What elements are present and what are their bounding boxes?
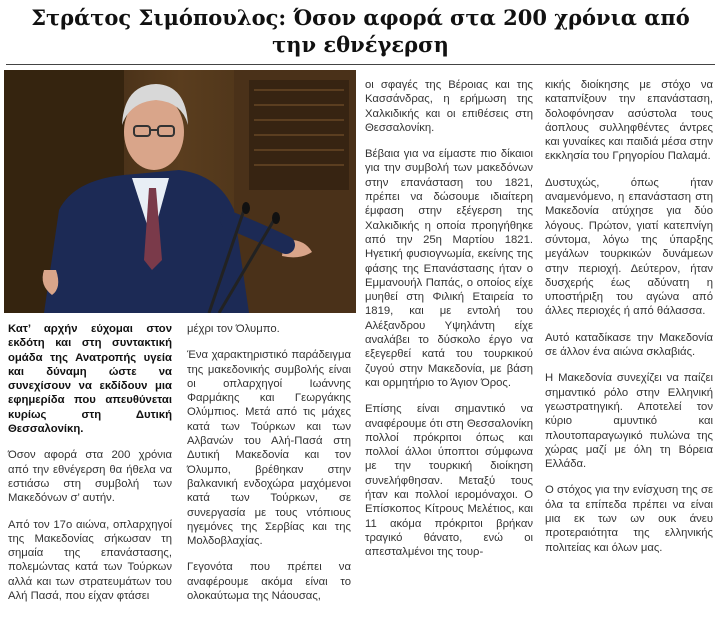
speaker-at-podium-illustration bbox=[4, 70, 356, 313]
paragraph: Από τον 17ο αιώνα, οπλαρχηγοί της Μακεδονίας σήκωσαν τη σημαία της επανάστασης, πολεμώντας κατά των Τούρκων αλλά και των στρατευμάτων του Αλή Πασά, που είχαν φτάσει bbox=[8, 518, 172, 603]
paragraph: Ένα χαρακτηριστικό παράδειγμα της μακεδονικής συμβολής είναι οι οπλαρχηγοί Ιωάννης Φαρμάκης και Γεωργάκης Ολύμπιος. Μετά από τις μάχες κατά των Τούρκων και των Αλβανών του Αλή-Πασά στη Δυτική Μακεδονία και τον Όλυμπο, βρέθηκαν στην βαλκανική ενδοχώρα μαχόμενοι κατά των Τούρκων, σε συνεργασία με τους ντόπιους ηγεμόνες της Σερβίας και της Μολδοβλαχίας. bbox=[187, 349, 351, 548]
title-divider bbox=[6, 64, 715, 65]
column-4 bbox=[545, 78, 713, 567]
lead-paragraph: Κατ’ αρχήν εύχομαι στον εκδότη και στη συντακτική ομάδα της Ανατροπής υγεία και δύναμη ώστε να συνεχίσουν να εκδίδουν μια εφημερίδα που απευθύνεται κυρίως στη Δυτική Θεσσαλονίκη. bbox=[8, 323, 172, 436]
article-title: Στράτος Σιμόπουλος: Όσον αφορά στα 200 χρόνια από την εθνέγερση bbox=[31, 5, 690, 57]
column-3 bbox=[365, 78, 533, 572]
column-2 bbox=[187, 322, 351, 615]
paragraph: Η Μακεδονία συνεχίζει να παίζει σημαντικό ρόλο στην Ελληνική γεωστρατηγική. Αποτελεί τον κύριο αμυντικό και πλουτοπαραγωγικό πυλώνα της χώρας μαζί με όλη τη Βόρεια Ελλάδα. bbox=[545, 372, 713, 471]
paragraph: Δυστυχώς, όπως ήταν αναμενόμενο, η επανάσταση στη Μακεδονία ατύχησε για δύο λόγους. Πρώτον, γιατί κατεπνίγη σύντομα, λόγω της ύπαρξης μεγάλων τουρκικών δυνάμεων στην περιοχή. Δεύτερον, ήταν δυσχερής έως αδύνατη η υποστήριξη του αγώνα από άλλες περιοχές ή από θάλασσα. bbox=[545, 176, 713, 318]
paragraph: Όσον αφορά στα 200 χρόνια από την εθνέγερση θα ήθελα να εστιάσω στη συμβολή των Μακεδόνων σ’ αυτήν. bbox=[8, 449, 172, 505]
paragraph: οι σφαγές της Βέροιας και της Κασσάνδρας, η ερήμωση της Χαλκιδικής και οι επιθέσεις στη Θεσσαλονίκη. bbox=[365, 79, 533, 134]
paragraph: Γεγονότα που πρέπει να αναφέρουμε ακόμα είναι το ολοκαύτωμα της Νάουσας, bbox=[187, 561, 351, 603]
paragraph: Επίσης είναι σημαντικό να αναφέρουμε ότι στη Θεσσαλονίκη πολλοί πρόκριτοι όπως και πολλοί άλλοι ύποπτοι σύμφωνα με την τουρκική διοίκηση συνελήφθησαν. Μεταξύ τους ήταν και πολλοί ιερομόναχοι. Ο Επίσκοπος Κίτρους Μελέτιος, και 11 ακόμα πρόκριτοι βρήκαν τραγικό θάνατο, ενώ οι απεσταλμένοι της τουρ- bbox=[365, 403, 533, 559]
speaker-photo bbox=[4, 70, 356, 313]
column-1 bbox=[8, 322, 172, 615]
paragraph: Ο στόχος για την ενίσχυση της σε όλα τα επίπεδα πρέπει να είναι μια εκ των ων ουκ άνευ προτεραιότητα της ελληνικής πολιτείας και όλων μας. bbox=[545, 484, 713, 554]
paragraph: Βέβαια για να είμαστε πιο δίκαιοι για την συμβολή των μακεδόνων στην επανάσταση του 1821, πρέπει να δώσουμε ιδιαίτερη έμφαση στην εξέγερση της Χαλκιδικής η οποία προηγήθηκε από την 25η Μαρτίου 1821. Ηγετική φυσιογνωμία, εκείνης της φάσης της Επανάστασης ήταν ο Εμμανουήλ Παπάς, ο οποίος είχε μυηθεί στη Φιλική Εταιρεία το 1819, και με εντολή του Αλέξανδρου Υψηλάντη είχε αναλάβει το δύσκολο έργο να εξεγερθεί κατά του τουρκικού ζυγού στην Μακεδονία, με βάση και ορμητήριο το Άγιον Όρος. bbox=[365, 148, 533, 389]
paragraph: Αυτό καταδίκασε την Μακεδονία σε άλλον ένα αιώνα σκλαβιάς. bbox=[545, 331, 713, 359]
paragraph: μέχρι τον Όλυμπο. bbox=[187, 323, 280, 335]
paragraph: κικής διοίκησης με στόχο να καταπνίξουν την επανάσταση, δολοφόνησαν ασύστολα τους άοπλους συλληφθέντες άντρες και γυναίκες και παιδιά μέσα στην εκκλησία του Γρηγορίου Παλαμά. bbox=[545, 79, 713, 163]
